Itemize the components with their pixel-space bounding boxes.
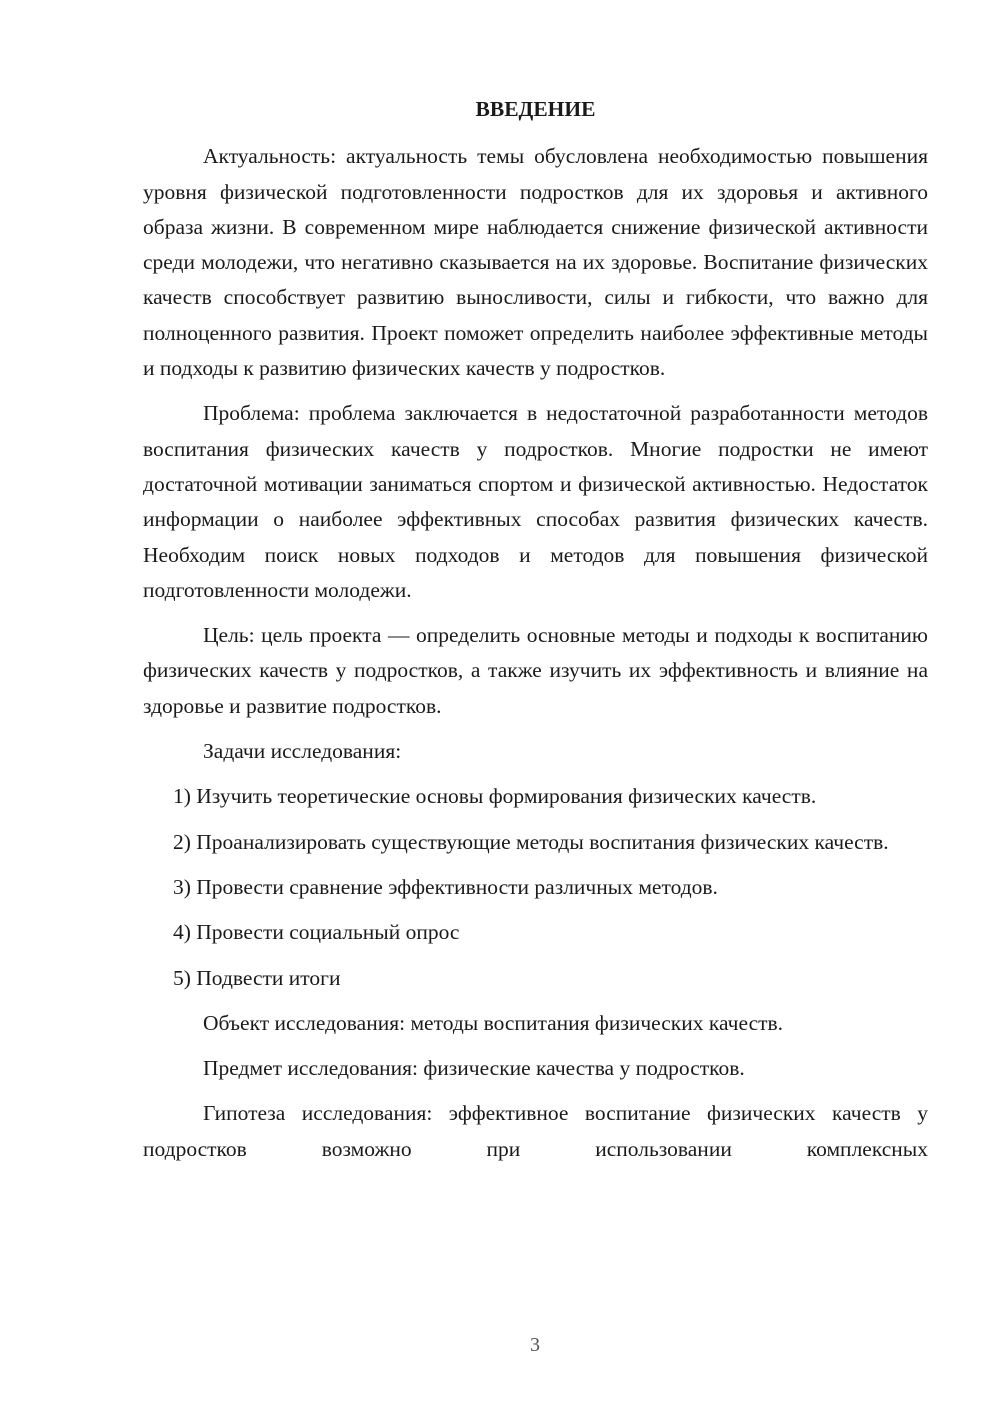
document-page: [143, 92, 928, 1177]
hypothesis-paragraph: Гипотеза исследования: эффективное воспитание физических качеств у подростков возможно при использовании комплексных: [143, 1101, 928, 1161]
relevance-paragraph: Актуальность: актуальность темы обусловлена необходимостью повышения уровня физической подготовленности подростков для их здоровья и активного образа жизни. В современном мире наблюдается снижение физической активности среди молодежи, что негативно сказывается на их здоровье. Воспитание физических качеств способствует развитию выносливости, силы и гибкости, что важно для полноценного развития. Проект поможет определить наиболее эффективные методы и подходы к развитию физических качеств у подростков.: [143, 144, 928, 381]
task-item-2: 2) Проанализировать существующие методы воспитания физических качеств.: [173, 829, 889, 854]
problem-paragraph: Проблема: проблема заключается в недостаточной разработанности методов воспитания физических качеств у подростков. Многие подростки не имеют достаточной мотивации заниматься спортом и физической активностью. Недостаток информации о наиболее эффективных способах развития физических качеств. Необходим поиск новых подходов и методов для повышения физической подготовленности молодежи.: [143, 401, 928, 602]
goal-paragraph: Цель: цель проекта — определить основные методы и подходы к воспитанию физических качеств у подростков, а также изучить их эффективность и влияние на здоровье и развитие подростков.: [143, 623, 928, 718]
subject-paragraph: Предмет исследования: физические качества у подростков.: [203, 1056, 745, 1081]
task-item-1: 1) Изучить теоретические основы формирования физических качеств.: [173, 784, 817, 809]
task-item-4: 4) Провести социальный опрос: [173, 920, 460, 945]
tasks-heading: Задачи исследования:: [203, 739, 402, 764]
task-item-5: 5) Подвести итоги: [173, 965, 341, 990]
object-paragraph: Объект исследования: методы воспитания физических качеств.: [203, 1010, 784, 1035]
section-title: ВВЕДЕНИЕ: [475, 97, 596, 121]
page-number: 3: [530, 1334, 540, 1356]
task-item-3: 3) Провести сравнение эффективности различных методов.: [173, 874, 718, 899]
